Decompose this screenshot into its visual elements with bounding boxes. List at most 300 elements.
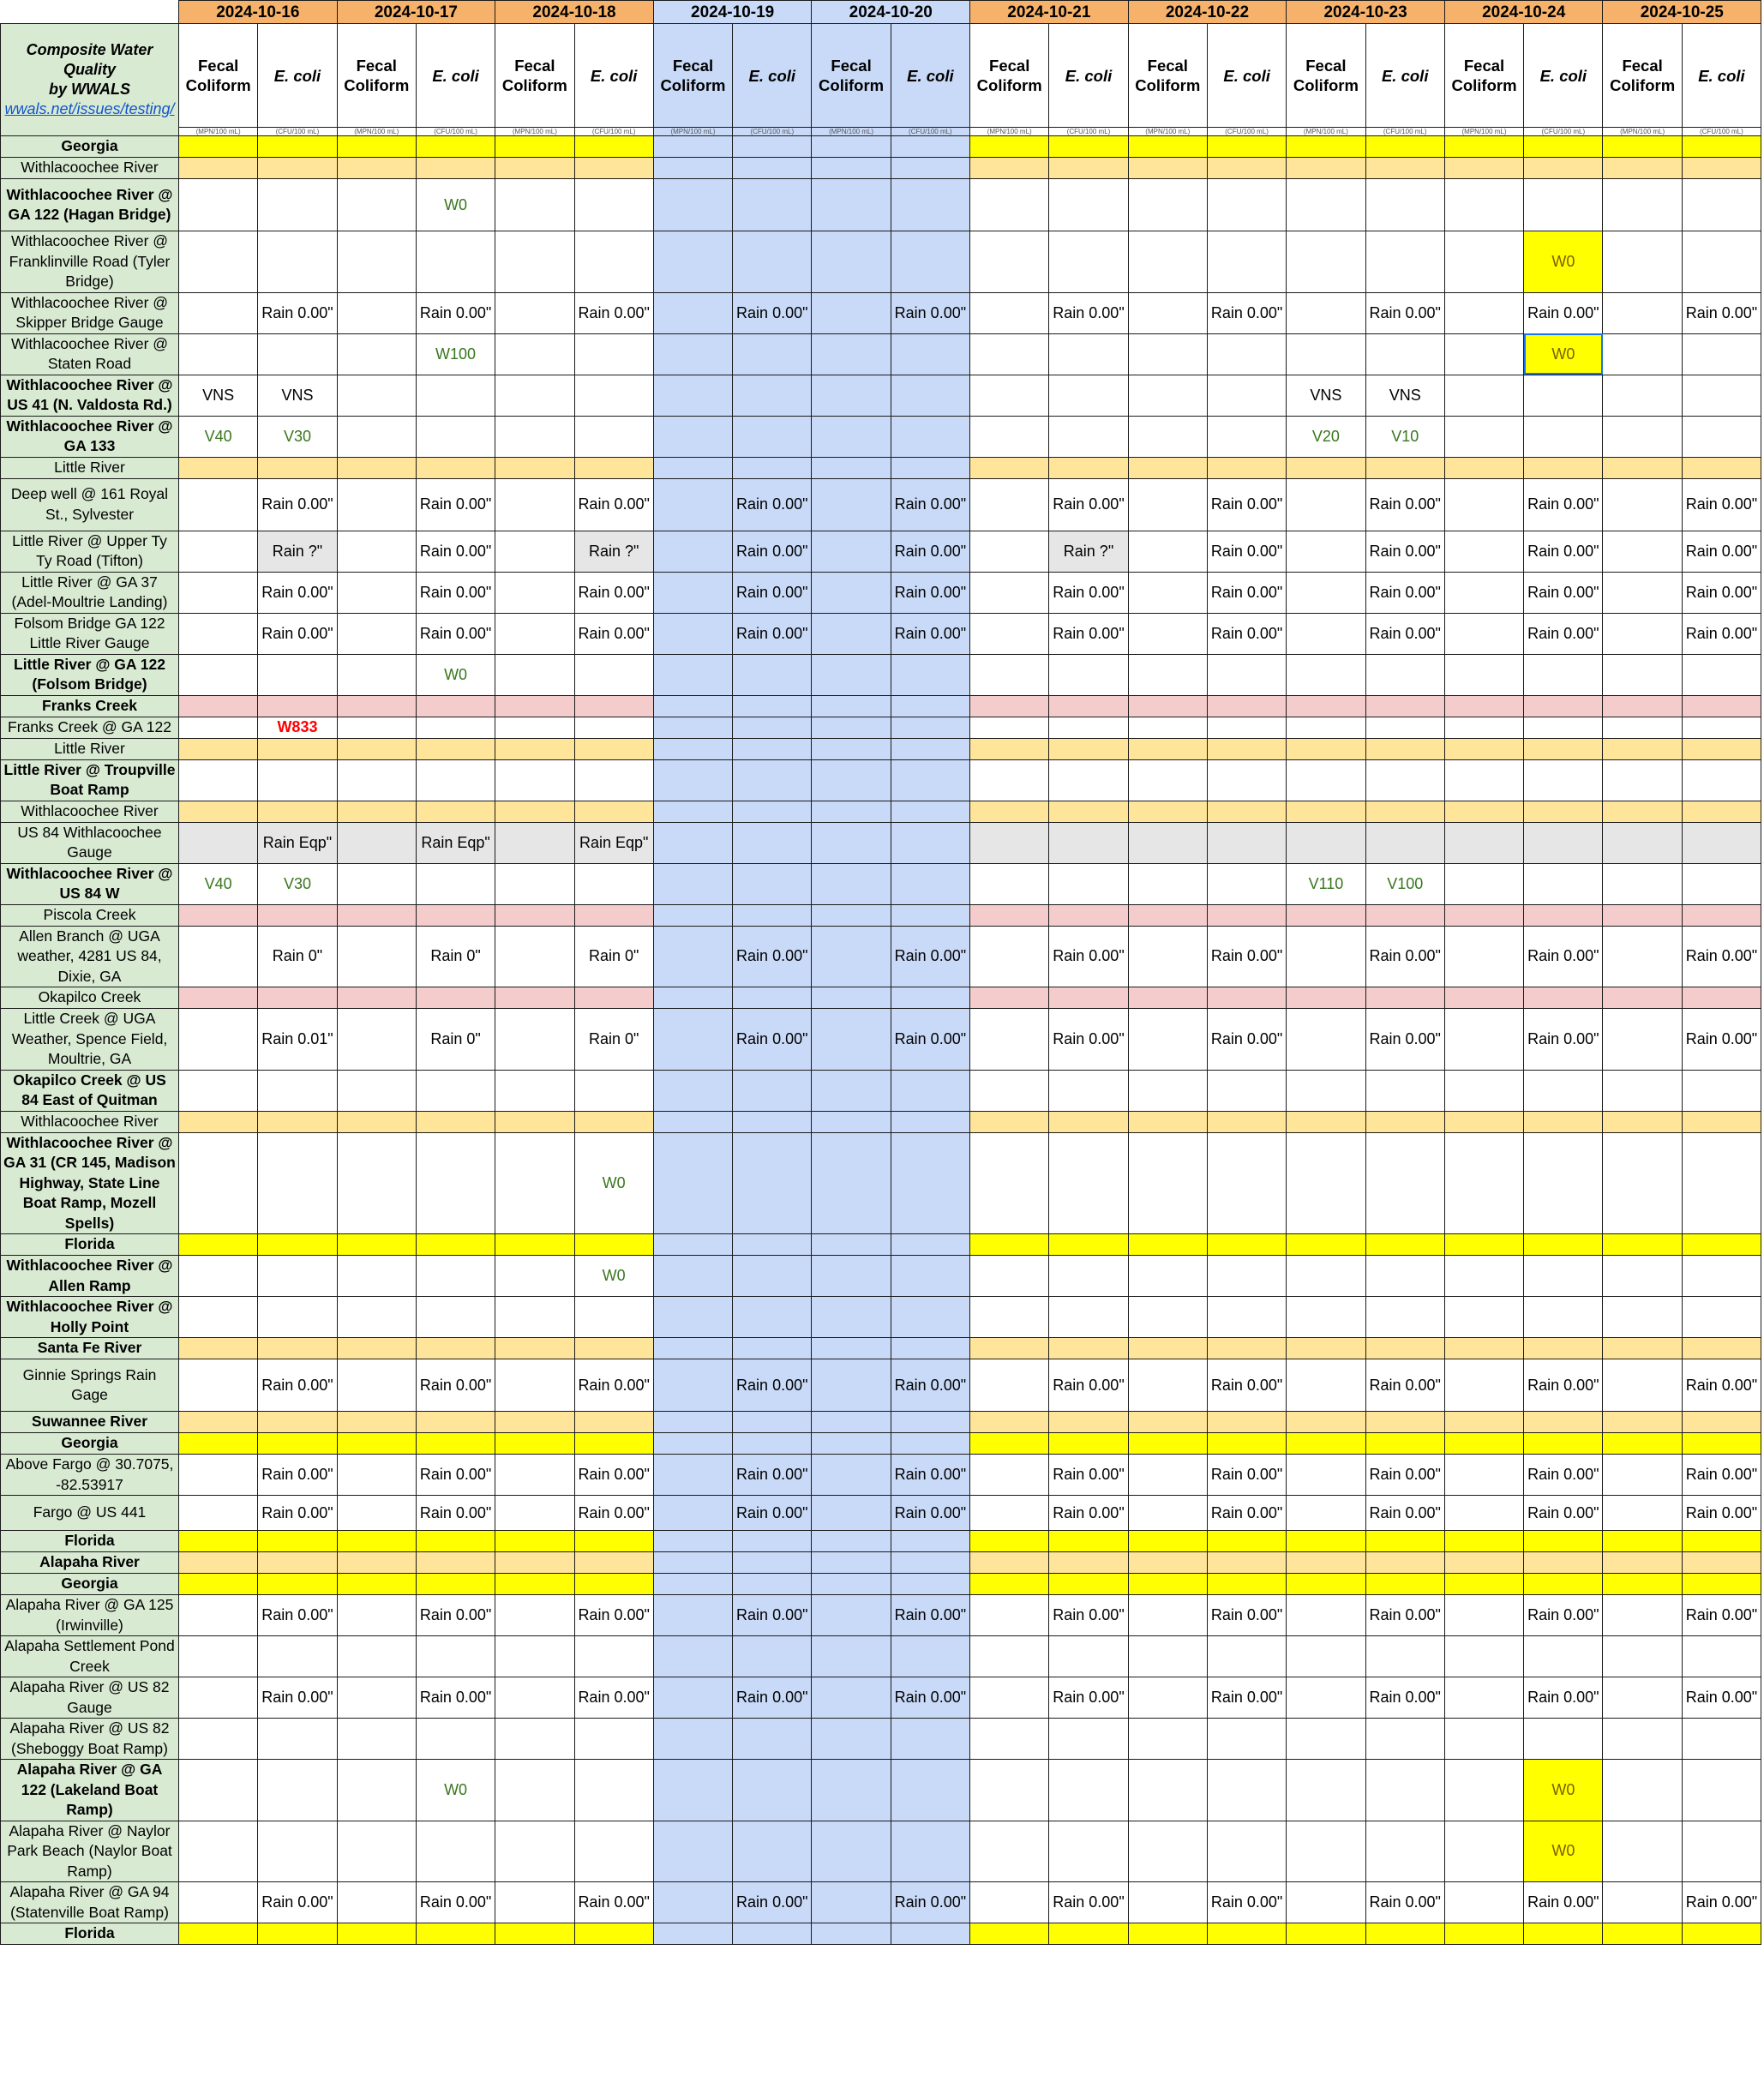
rain-cell[interactable]: Rain 0.00" bbox=[1049, 478, 1128, 531]
data-cell[interactable] bbox=[1207, 1433, 1286, 1455]
rain-cell[interactable]: Rain 0.00" bbox=[1682, 1009, 1761, 1071]
unit-fc[interactable]: (MPN/100 mL) bbox=[337, 128, 416, 136]
data-cell[interactable] bbox=[1603, 1412, 1682, 1433]
data-cell[interactable] bbox=[574, 1760, 653, 1821]
data-cell[interactable] bbox=[1444, 1132, 1523, 1234]
data-cell[interactable] bbox=[416, 759, 495, 801]
data-cell[interactable] bbox=[970, 457, 1049, 478]
data-cell[interactable] bbox=[1365, 1821, 1444, 1882]
rain-cell[interactable]: Rain 0.00" bbox=[891, 1595, 969, 1636]
site-label[interactable]: Franks Creek bbox=[1, 695, 179, 717]
data-cell[interactable] bbox=[812, 1821, 891, 1882]
data-cell[interactable] bbox=[1524, 1574, 1603, 1595]
rain-cell[interactable]: Rain 0.00" bbox=[1049, 1359, 1128, 1412]
data-cell[interactable] bbox=[970, 613, 1049, 654]
data-cell[interactable] bbox=[1682, 1719, 1761, 1760]
data-cell[interactable] bbox=[1603, 333, 1682, 375]
data-cell[interactable] bbox=[891, 231, 969, 293]
data-cell[interactable] bbox=[733, 158, 812, 179]
data-cell[interactable] bbox=[1365, 695, 1444, 717]
data-cell[interactable] bbox=[416, 1552, 495, 1574]
rain-cell[interactable]: Rain 0.00" bbox=[258, 1359, 337, 1412]
ecoli-header[interactable]: E. coli bbox=[1524, 24, 1603, 128]
data-cell[interactable] bbox=[653, 1636, 732, 1677]
data-cell[interactable] bbox=[970, 375, 1049, 416]
data-cell[interactable] bbox=[574, 654, 653, 695]
data-cell[interactable] bbox=[812, 654, 891, 695]
site-label[interactable]: Alapaha River @ US 82 Gauge bbox=[1, 1677, 179, 1719]
data-cell[interactable] bbox=[1444, 1760, 1523, 1821]
data-cell[interactable] bbox=[1524, 822, 1603, 863]
data-cell[interactable] bbox=[1524, 1338, 1603, 1359]
data-cell[interactable] bbox=[812, 1719, 891, 1760]
data-cell[interactable] bbox=[653, 416, 732, 457]
data-cell[interactable] bbox=[653, 1297, 732, 1338]
data-cell[interactable] bbox=[812, 231, 891, 293]
data-cell[interactable] bbox=[1444, 1719, 1523, 1760]
unit-fc[interactable]: (MPN/100 mL) bbox=[179, 128, 258, 136]
rain-cell[interactable]: Rain 0.00" bbox=[1207, 1677, 1286, 1719]
data-cell[interactable] bbox=[1444, 1923, 1523, 1945]
rain-cell[interactable]: Rain 0.00" bbox=[1682, 572, 1761, 613]
data-cell[interactable] bbox=[812, 1574, 891, 1595]
fecal-coliform-header[interactable]: Fecal Coliform bbox=[653, 24, 732, 128]
unit-ec[interactable]: (CFU/100 mL) bbox=[258, 128, 337, 136]
fecal-coliform-header[interactable]: Fecal Coliform bbox=[1287, 24, 1365, 128]
data-cell[interactable] bbox=[337, 1433, 416, 1455]
data-cell[interactable] bbox=[1603, 478, 1682, 531]
data-cell[interactable] bbox=[1287, 572, 1365, 613]
data-cell[interactable] bbox=[1207, 1256, 1286, 1297]
rain-cell[interactable]: Rain 0.00" bbox=[258, 292, 337, 333]
sample-cell[interactable]: W0 bbox=[416, 654, 495, 695]
data-cell[interactable] bbox=[1682, 136, 1761, 158]
data-cell[interactable] bbox=[733, 231, 812, 293]
rain-cell[interactable]: Rain 0.00" bbox=[891, 1009, 969, 1071]
data-cell[interactable] bbox=[1287, 1821, 1365, 1882]
data-cell[interactable] bbox=[891, 738, 969, 759]
unit-fc[interactable]: (MPN/100 mL) bbox=[495, 128, 574, 136]
rain-cell[interactable]: Rain 0.00" bbox=[416, 292, 495, 333]
data-cell[interactable] bbox=[1128, 231, 1207, 293]
data-cell[interactable] bbox=[1682, 822, 1761, 863]
data-cell[interactable] bbox=[258, 1297, 337, 1338]
data-cell[interactable] bbox=[1444, 1256, 1523, 1297]
sample-cell[interactable]: W0 bbox=[416, 179, 495, 231]
data-cell[interactable] bbox=[970, 1595, 1049, 1636]
data-cell[interactable] bbox=[337, 801, 416, 822]
rain-cell[interactable]: Rain ?" bbox=[1049, 531, 1128, 572]
data-cell[interactable] bbox=[970, 1496, 1049, 1531]
data-cell[interactable] bbox=[653, 1455, 732, 1496]
data-cell[interactable] bbox=[1049, 1256, 1128, 1297]
rain-cell[interactable]: Rain 0.00" bbox=[1365, 572, 1444, 613]
data-cell[interactable] bbox=[258, 1531, 337, 1552]
data-cell[interactable] bbox=[1682, 158, 1761, 179]
site-label[interactable]: Georgia bbox=[1, 1574, 179, 1595]
data-cell[interactable] bbox=[1049, 1821, 1128, 1882]
data-cell[interactable] bbox=[812, 1531, 891, 1552]
rain-cell[interactable]: Rain 0.00" bbox=[258, 1595, 337, 1636]
date-header[interactable]: 2024-10-19 bbox=[653, 1, 812, 24]
data-cell[interactable] bbox=[1365, 1132, 1444, 1234]
data-cell[interactable] bbox=[1524, 1070, 1603, 1111]
data-cell[interactable] bbox=[1287, 654, 1365, 695]
data-cell[interactable] bbox=[812, 457, 891, 478]
data-cell[interactable] bbox=[179, 695, 258, 717]
rain-cell[interactable]: Rain 0.00" bbox=[891, 1496, 969, 1531]
data-cell[interactable] bbox=[1207, 375, 1286, 416]
data-cell[interactable] bbox=[653, 478, 732, 531]
sample-cell[interactable]: W100 bbox=[416, 333, 495, 375]
data-cell[interactable] bbox=[1444, 987, 1523, 1009]
data-cell[interactable] bbox=[891, 1111, 969, 1132]
data-cell[interactable] bbox=[653, 292, 732, 333]
data-cell[interactable] bbox=[812, 1412, 891, 1433]
data-cell[interactable] bbox=[1603, 1552, 1682, 1574]
data-cell[interactable] bbox=[812, 801, 891, 822]
rain-cell[interactable]: Rain 0.00" bbox=[1049, 1677, 1128, 1719]
data-cell[interactable] bbox=[1524, 416, 1603, 457]
data-cell[interactable] bbox=[1049, 863, 1128, 904]
data-cell[interactable] bbox=[970, 738, 1049, 759]
data-cell[interactable] bbox=[416, 904, 495, 926]
data-cell[interactable] bbox=[337, 1531, 416, 1552]
data-cell[interactable] bbox=[179, 531, 258, 572]
data-cell[interactable] bbox=[653, 158, 732, 179]
data-cell[interactable] bbox=[1128, 1297, 1207, 1338]
data-cell[interactable] bbox=[1524, 179, 1603, 231]
data-cell[interactable] bbox=[495, 1595, 574, 1636]
data-cell[interactable] bbox=[495, 136, 574, 158]
data-cell[interactable] bbox=[1207, 1234, 1286, 1256]
data-cell[interactable] bbox=[1287, 613, 1365, 654]
data-cell[interactable] bbox=[1287, 1132, 1365, 1234]
data-cell[interactable] bbox=[970, 1412, 1049, 1433]
sample-cell[interactable]: V100 bbox=[1365, 863, 1444, 904]
rain-cell[interactable]: Rain 0.00" bbox=[574, 572, 653, 613]
data-cell[interactable] bbox=[1128, 1234, 1207, 1256]
data-cell[interactable] bbox=[1444, 136, 1523, 158]
rain-cell[interactable]: Rain 0.00" bbox=[1524, 1455, 1603, 1496]
data-cell[interactable] bbox=[179, 136, 258, 158]
data-cell[interactable] bbox=[574, 987, 653, 1009]
data-cell[interactable] bbox=[970, 1923, 1049, 1945]
data-cell[interactable] bbox=[1444, 863, 1523, 904]
data-cell[interactable] bbox=[495, 1455, 574, 1496]
data-cell[interactable] bbox=[1603, 1636, 1682, 1677]
rain-cell[interactable]: Rain 0.00" bbox=[574, 478, 653, 531]
data-cell[interactable] bbox=[574, 738, 653, 759]
data-cell[interactable] bbox=[416, 801, 495, 822]
data-cell[interactable] bbox=[653, 801, 732, 822]
data-cell[interactable] bbox=[179, 759, 258, 801]
data-cell[interactable] bbox=[1444, 1496, 1523, 1531]
data-cell[interactable] bbox=[1365, 457, 1444, 478]
site-label[interactable]: Georgia bbox=[1, 1433, 179, 1455]
data-cell[interactable] bbox=[653, 1132, 732, 1234]
data-cell[interactable] bbox=[1287, 457, 1365, 478]
ecoli-header[interactable]: E. coli bbox=[1365, 24, 1444, 128]
data-cell[interactable] bbox=[495, 904, 574, 926]
data-cell[interactable] bbox=[1207, 904, 1286, 926]
data-cell[interactable] bbox=[1049, 136, 1128, 158]
data-cell[interactable] bbox=[812, 759, 891, 801]
data-cell[interactable] bbox=[495, 1412, 574, 1433]
data-cell[interactable] bbox=[1287, 926, 1365, 987]
data-cell[interactable] bbox=[1524, 863, 1603, 904]
data-cell[interactable] bbox=[416, 1923, 495, 1945]
data-cell[interactable] bbox=[337, 531, 416, 572]
data-cell[interactable] bbox=[1444, 1455, 1523, 1496]
data-cell[interactable] bbox=[970, 1636, 1049, 1677]
rain-cell[interactable]: Rain 0.00" bbox=[891, 1359, 969, 1412]
data-cell[interactable] bbox=[1049, 1531, 1128, 1552]
rain-cell[interactable]: Rain 0.00" bbox=[891, 572, 969, 613]
data-cell[interactable] bbox=[1287, 1111, 1365, 1132]
data-cell[interactable] bbox=[891, 1234, 969, 1256]
data-cell[interactable] bbox=[1603, 717, 1682, 738]
data-cell[interactable] bbox=[733, 738, 812, 759]
data-cell[interactable] bbox=[1603, 654, 1682, 695]
data-cell[interactable] bbox=[653, 613, 732, 654]
data-cell[interactable] bbox=[1603, 695, 1682, 717]
data-cell[interactable] bbox=[970, 863, 1049, 904]
data-cell[interactable] bbox=[416, 1234, 495, 1256]
rain-cell[interactable]: Rain 0.00" bbox=[416, 1496, 495, 1531]
data-cell[interactable] bbox=[495, 1821, 574, 1882]
rain-cell[interactable]: Rain 0.00" bbox=[1524, 292, 1603, 333]
data-cell[interactable] bbox=[1365, 987, 1444, 1009]
data-cell[interactable] bbox=[416, 1636, 495, 1677]
data-cell[interactable] bbox=[574, 863, 653, 904]
data-cell[interactable] bbox=[337, 1882, 416, 1923]
rain-cell[interactable]: Rain 0.00" bbox=[891, 531, 969, 572]
data-cell[interactable] bbox=[1524, 158, 1603, 179]
data-cell[interactable] bbox=[416, 1256, 495, 1297]
data-cell[interactable] bbox=[970, 1256, 1049, 1297]
data-cell[interactable] bbox=[179, 1677, 258, 1719]
data-cell[interactable] bbox=[495, 613, 574, 654]
data-cell[interactable] bbox=[970, 158, 1049, 179]
data-cell[interactable] bbox=[179, 1882, 258, 1923]
data-cell[interactable] bbox=[1287, 478, 1365, 531]
site-label[interactable]: US 84 Withlacoochee Gauge bbox=[1, 822, 179, 863]
rain-cell[interactable]: Rain 0.00" bbox=[1682, 478, 1761, 531]
data-cell[interactable] bbox=[1049, 801, 1128, 822]
data-cell[interactable] bbox=[1049, 375, 1128, 416]
data-cell[interactable] bbox=[970, 1359, 1049, 1412]
data-cell[interactable] bbox=[812, 822, 891, 863]
data-cell[interactable] bbox=[1207, 1923, 1286, 1945]
data-cell[interactable] bbox=[337, 457, 416, 478]
data-cell[interactable] bbox=[337, 695, 416, 717]
rain-cell[interactable]: Rain 0.00" bbox=[1524, 1359, 1603, 1412]
data-cell[interactable] bbox=[1444, 333, 1523, 375]
data-cell[interactable] bbox=[891, 863, 969, 904]
data-cell[interactable] bbox=[495, 1636, 574, 1677]
data-cell[interactable] bbox=[1444, 1297, 1523, 1338]
data-cell[interactable] bbox=[258, 1923, 337, 1945]
rain-cell[interactable]: Rain 0.00" bbox=[733, 1595, 812, 1636]
data-cell[interactable] bbox=[1603, 158, 1682, 179]
unit-fc[interactable]: (MPN/100 mL) bbox=[1444, 128, 1523, 136]
data-cell[interactable] bbox=[337, 231, 416, 293]
data-cell[interactable] bbox=[179, 1531, 258, 1552]
data-cell[interactable] bbox=[1287, 1009, 1365, 1071]
data-cell[interactable] bbox=[1207, 1552, 1286, 1574]
data-cell[interactable] bbox=[337, 1070, 416, 1111]
data-cell[interactable] bbox=[574, 801, 653, 822]
rain-cell[interactable]: Rain 0.00" bbox=[574, 292, 653, 333]
data-cell[interactable] bbox=[1603, 1595, 1682, 1636]
site-label[interactable]: Georgia bbox=[1, 136, 179, 158]
data-cell[interactable] bbox=[653, 717, 732, 738]
data-cell[interactable] bbox=[1365, 1256, 1444, 1297]
rain-cell[interactable]: Rain 0.00" bbox=[574, 613, 653, 654]
data-cell[interactable] bbox=[1128, 1256, 1207, 1297]
data-cell[interactable] bbox=[653, 1719, 732, 1760]
data-cell[interactable] bbox=[1365, 136, 1444, 158]
data-cell[interactable] bbox=[1049, 717, 1128, 738]
sample-cell[interactable]: VNS bbox=[258, 375, 337, 416]
data-cell[interactable] bbox=[1287, 1234, 1365, 1256]
data-cell[interactable] bbox=[1682, 179, 1761, 231]
data-cell[interactable] bbox=[1603, 375, 1682, 416]
data-cell[interactable] bbox=[1049, 457, 1128, 478]
data-cell[interactable] bbox=[337, 572, 416, 613]
rain-cell[interactable]: Rain 0.00" bbox=[1524, 531, 1603, 572]
rain-cell[interactable]: Rain 0.00" bbox=[1524, 1677, 1603, 1719]
ecoli-header[interactable]: E. coli bbox=[1682, 24, 1761, 128]
data-cell[interactable] bbox=[1287, 822, 1365, 863]
rain-cell[interactable]: Rain 0.00" bbox=[416, 613, 495, 654]
data-cell[interactable] bbox=[1444, 1636, 1523, 1677]
data-cell[interactable] bbox=[970, 572, 1049, 613]
data-cell[interactable] bbox=[179, 572, 258, 613]
data-cell[interactable] bbox=[1128, 179, 1207, 231]
data-cell[interactable] bbox=[1128, 822, 1207, 863]
data-cell[interactable] bbox=[970, 987, 1049, 1009]
data-cell[interactable] bbox=[1682, 231, 1761, 293]
rain-cell[interactable]: Rain 0.00" bbox=[1682, 292, 1761, 333]
data-cell[interactable] bbox=[574, 1574, 653, 1595]
rain-cell[interactable]: Rain 0.00" bbox=[1682, 531, 1761, 572]
data-cell[interactable] bbox=[1287, 292, 1365, 333]
data-cell[interactable] bbox=[416, 1297, 495, 1338]
data-cell[interactable] bbox=[1049, 1574, 1128, 1595]
ecoli-header[interactable]: E. coli bbox=[1207, 24, 1286, 128]
rain-cell[interactable]: Rain 0.00" bbox=[1682, 1882, 1761, 1923]
data-cell[interactable] bbox=[1444, 822, 1523, 863]
data-cell[interactable] bbox=[1365, 904, 1444, 926]
data-cell[interactable] bbox=[1128, 1111, 1207, 1132]
data-cell[interactable] bbox=[1524, 1111, 1603, 1132]
data-cell[interactable] bbox=[179, 738, 258, 759]
sample-cell[interactable]: V40 bbox=[179, 863, 258, 904]
rain-cell[interactable]: Rain 0.00" bbox=[1524, 1009, 1603, 1071]
data-cell[interactable] bbox=[1207, 822, 1286, 863]
data-cell[interactable] bbox=[1524, 1256, 1603, 1297]
data-cell[interactable] bbox=[1682, 1338, 1761, 1359]
data-cell[interactable] bbox=[1682, 1111, 1761, 1132]
data-cell[interactable] bbox=[1603, 926, 1682, 987]
data-cell[interactable] bbox=[416, 1070, 495, 1111]
data-cell[interactable] bbox=[1207, 654, 1286, 695]
rain-cell[interactable]: Rain 0.00" bbox=[1049, 1455, 1128, 1496]
data-cell[interactable] bbox=[179, 1359, 258, 1412]
rain-cell[interactable]: Rain 0.00" bbox=[1207, 478, 1286, 531]
data-cell[interactable] bbox=[1207, 695, 1286, 717]
rain-cell[interactable]: Rain 0.00" bbox=[416, 572, 495, 613]
sample-cell[interactable]: V10 bbox=[1365, 416, 1444, 457]
data-cell[interactable] bbox=[179, 1070, 258, 1111]
data-cell[interactable] bbox=[179, 1574, 258, 1595]
data-cell[interactable] bbox=[891, 1412, 969, 1433]
unit-ec[interactable]: (CFU/100 mL) bbox=[1682, 128, 1761, 136]
data-cell[interactable] bbox=[1524, 136, 1603, 158]
data-cell[interactable] bbox=[1524, 987, 1603, 1009]
data-cell[interactable] bbox=[574, 1412, 653, 1433]
data-cell[interactable] bbox=[1524, 717, 1603, 738]
data-cell[interactable] bbox=[1207, 738, 1286, 759]
data-cell[interactable] bbox=[1682, 1760, 1761, 1821]
data-cell[interactable] bbox=[1682, 717, 1761, 738]
data-cell[interactable] bbox=[495, 1297, 574, 1338]
data-cell[interactable] bbox=[1207, 863, 1286, 904]
date-header[interactable]: 2024-10-20 bbox=[812, 1, 970, 24]
data-cell[interactable] bbox=[179, 1760, 258, 1821]
data-cell[interactable] bbox=[495, 333, 574, 375]
data-cell[interactable] bbox=[1287, 1359, 1365, 1412]
data-cell[interactable] bbox=[416, 1531, 495, 1552]
data-cell[interactable] bbox=[812, 478, 891, 531]
fecal-coliform-header[interactable]: Fecal Coliform bbox=[179, 24, 258, 128]
data-cell[interactable] bbox=[495, 231, 574, 293]
data-cell[interactable] bbox=[812, 416, 891, 457]
data-cell[interactable] bbox=[1287, 1882, 1365, 1923]
rain-cell[interactable]: Rain 0.00" bbox=[1207, 1595, 1286, 1636]
data-cell[interactable] bbox=[495, 1496, 574, 1531]
data-cell[interactable] bbox=[653, 1552, 732, 1574]
data-cell[interactable] bbox=[337, 822, 416, 863]
date-header[interactable]: 2024-10-24 bbox=[1444, 1, 1603, 24]
data-cell[interactable] bbox=[653, 822, 732, 863]
data-cell[interactable] bbox=[653, 695, 732, 717]
rain-cell[interactable]: Rain 0.00" bbox=[733, 572, 812, 613]
site-label[interactable]: Santa Fe River bbox=[1, 1338, 179, 1359]
data-cell[interactable] bbox=[970, 1070, 1049, 1111]
rain-cell[interactable]: Rain 0.00" bbox=[733, 531, 812, 572]
data-cell[interactable] bbox=[1444, 1070, 1523, 1111]
data-cell[interactable] bbox=[970, 801, 1049, 822]
data-cell[interactable] bbox=[970, 231, 1049, 293]
data-cell[interactable] bbox=[1049, 904, 1128, 926]
data-cell[interactable] bbox=[179, 1923, 258, 1945]
data-cell[interactable] bbox=[337, 1412, 416, 1433]
data-cell[interactable] bbox=[1444, 1574, 1523, 1595]
data-cell[interactable] bbox=[1603, 613, 1682, 654]
data-cell[interactable] bbox=[1287, 1496, 1365, 1531]
data-cell[interactable] bbox=[1365, 1070, 1444, 1111]
data-cell[interactable] bbox=[1207, 1531, 1286, 1552]
data-cell[interactable] bbox=[812, 926, 891, 987]
data-cell[interactable] bbox=[1128, 531, 1207, 572]
data-cell[interactable] bbox=[1207, 1111, 1286, 1132]
data-cell[interactable] bbox=[1444, 572, 1523, 613]
rain-cell[interactable]: Rain 0" bbox=[574, 926, 653, 987]
data-cell[interactable] bbox=[812, 613, 891, 654]
